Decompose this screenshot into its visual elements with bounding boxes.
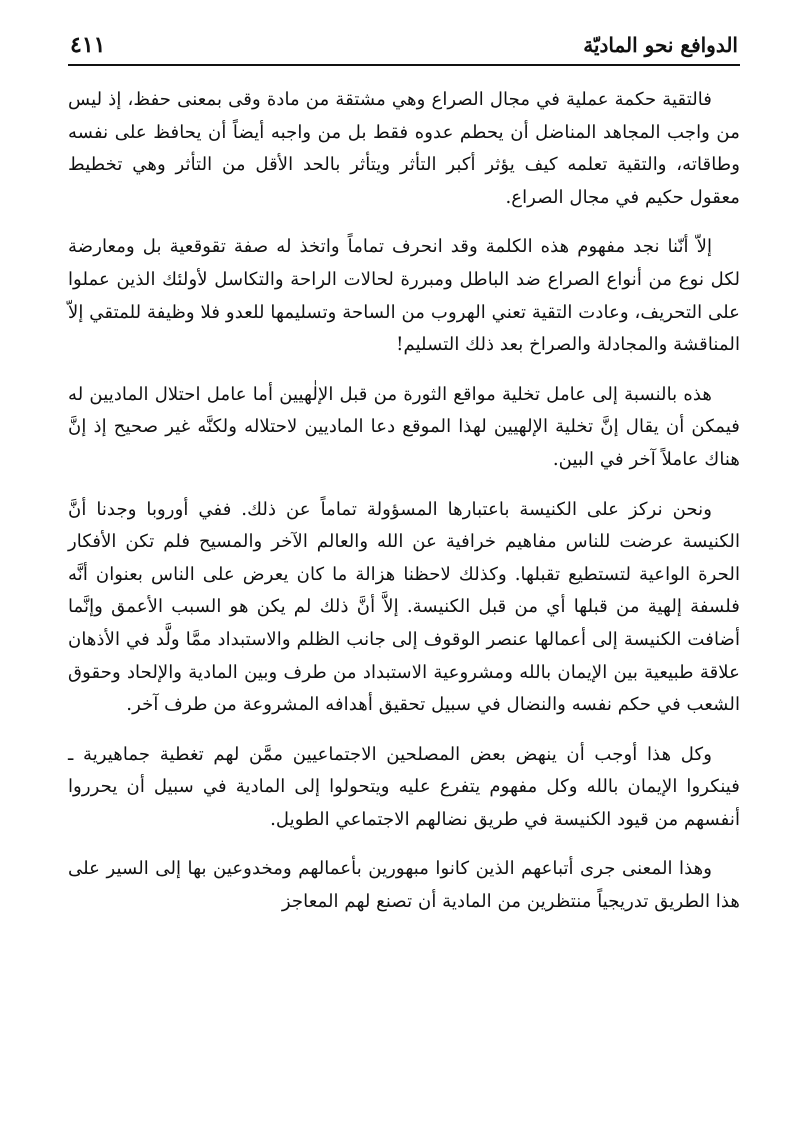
paragraph-3: هذه بالنسبة إلى عامل تخلية مواقع الثورة من قبل الإلٰهيين أما عامل احتلال الماديين له فيمكن أن يقال إنَّ تخلية الإلهيين لهذا الموقع دعا الماديين لاحتلاله ولكنَّه غير صحيح إذ إنَّ هناك عاملاً آخر في البين. bbox=[68, 383, 740, 470]
book-page bbox=[68, 30, 740, 919]
page-number: ٤١١ bbox=[70, 32, 106, 58]
header-rule bbox=[68, 64, 740, 66]
chapter-title: الدوافع نحو الماديّة bbox=[583, 33, 738, 57]
paragraph-1: فالتقية حكمة عملية في مجال الصراع وهي مشتقة من مادة وقى بمعنى حفظ، إذ ليس من واجب المجاهد المناضل أن يحطم عدوه فقط بل من واجبه أيضاً أن يحافظ على نفسه وطاقاته، والتقية تعلمه كيف يؤثر أكبر التأثر ويتأثر بالحد الأقل من التأثر وهي تخطيط معقول حكيم في مجال الصراع. bbox=[68, 89, 740, 208]
paragraph-4: ونحن نركز على الكنيسة باعتبارها المسؤولة تماماً عن ذلك. ففي أوروبا وجدنا أنَّ الكنيسة عرضت للناس مفاهيم خرافية عن الله والعالم الآخر والمسيح فلم تكن الأفكار الحرة الواعية لتستطيع تقبلها. وكذلك لاحظنا هزالة ما كان يعرض على الناس بعنوان أنَّه فلسفة إلهية من قبلها أي من قبل الكنيسة. إلاَّ أنَّ ذلك لم يكن هو السبب الأعمق وإنَّما أضافت الكنيسة إلى أعمالها عنصر الوقوف إلى جانب الظلم والاستبداد ممَّا ولَّد في الأذهان علاقة طبيعية بين الإيمان بالله ومشروعية الاستبداد من طرف وبين المادية والإلحاد وحقوق الشعب في حكم نفسه والنضال في سبيل تحقيق أهدافه المشروعة من طرف آخر. bbox=[68, 498, 740, 716]
paragraph-2: إلاّ أنّنا نجد مفهوم هذه الكلمة وقد انحرف تماماً واتخذ له صفة تقوقعية بل ومعارضة لكل نوع من أنواع الصراع ضد الباطل ومبررة لحالات الراحة والتكاسل لأولئك الذين عملوا على التحريف، وعادت التقية تعني الهروب من الساحة وتسليمها للعدو فلا وظيفة للمتقي إلاّ المناقشة والمجادلة والصراخ بعد ذلك التسليم! bbox=[68, 236, 740, 356]
paragraph-5: وكل هذا أوجب أن ينهض بعض المصلحين الاجتماعيين ممَّن لهم تغطية جماهيرية ـ فينكروا الإيمان بالله وكل مفهوم يتفرع عليه ويتحولوا إلى المادية في سبيل أن يحرروا أنفسهم من قيود الكنيسة في طريق نضالهم الاجتماعي الطويل. bbox=[68, 743, 740, 830]
running-header bbox=[68, 30, 740, 64]
paragraph-6: وهذا المعنى جرى أتباعهم الذين كانوا مبهورين بأعمالهم ومخدوعين بها إلى السير على هذا الطريق تدريجياً منتظرين من المادية أن تصنع لهم المعاجز bbox=[68, 858, 740, 913]
body-text bbox=[68, 84, 740, 919]
